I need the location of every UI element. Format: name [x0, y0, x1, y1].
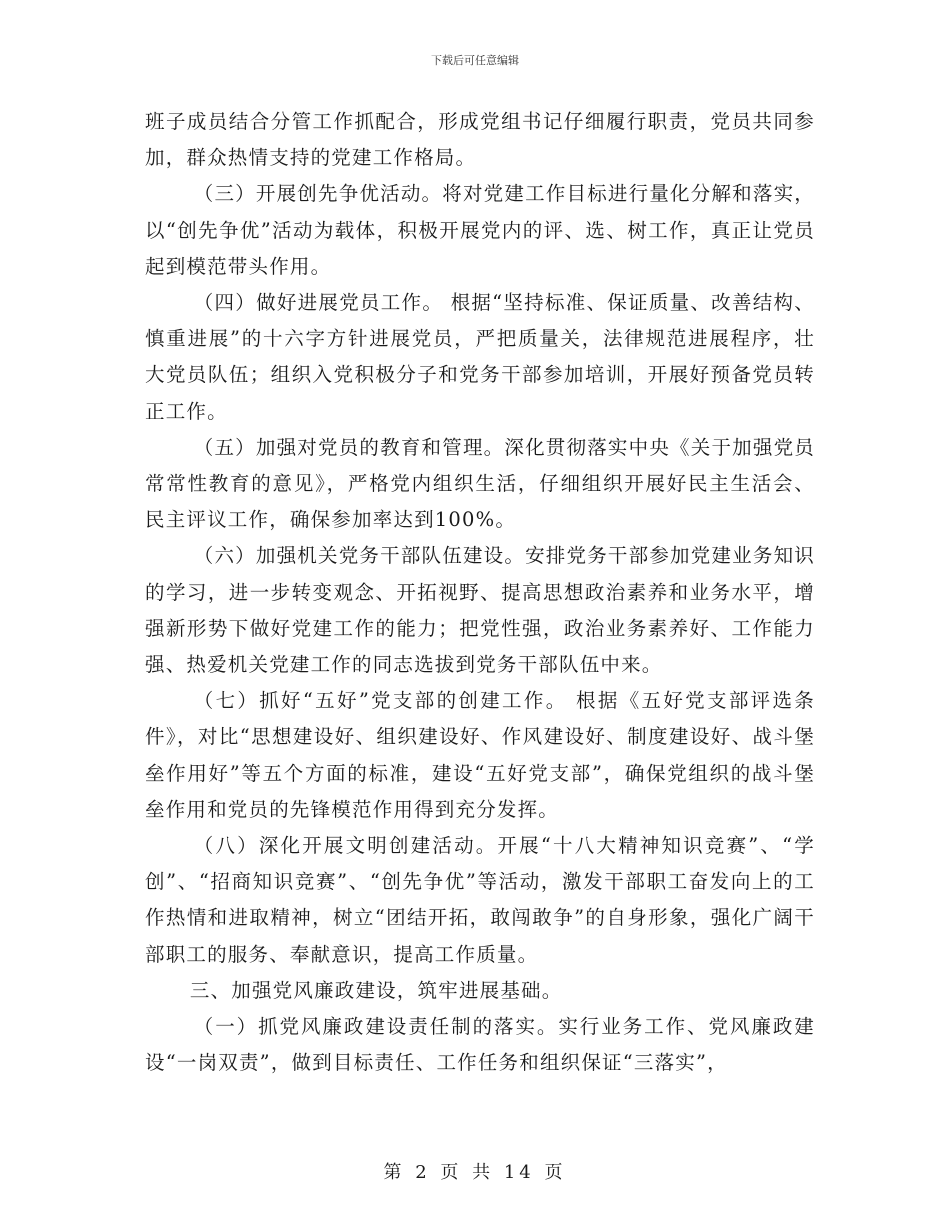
- paragraph-continuation: 班子成员结合分管工作抓配合，形成党组书记仔细履行职责，党员共同参加，群众热情支持的党建工作格局。: [145, 110, 815, 170]
- paragraph-section3-item-1: （一）抓党风廉政建设责任制的落实。实行业务工作、党风廉政建设“一岗双责”，做到目标责任、工作任务和组织保证“三落实”，: [145, 1015, 815, 1075]
- paragraph-item-5: （五）加强对党员的教育和管理。深化贯彻落实中央《关于加强党员常常性教育的意见》，严格党内组织生活，仔细组织开展好民主生活会、民主评议工作，确保参加率达到100%。: [145, 435, 815, 532]
- page-number-footer: 第 2 页 共 14 页: [383, 1162, 567, 1183]
- document-body: [145, 104, 815, 1081]
- page-header-note: 下载后可任意编辑: [431, 54, 519, 67]
- paragraph-item-7: （七）抓好“五好”党支部的创建工作。 根据《五好党支部评选条件》，对比“思想建设好、组织建设好、作风建设好、制度建设好、战斗堡垒作用好”等五个方面的标准，建设“五好党支部”，确保党组织的战斗堡垒作用和党员的先锋模范作用得到充分发挥。: [145, 689, 815, 821]
- section-heading-3: 三、加强党风廉政建设，筑牢进展基础。: [189, 978, 563, 1002]
- paragraph-item-8: （八）深化开展文明创建活动。开展“十八大精神知识竞赛”、“学创”、“招商知识竞赛”、“创先争优”等活动，激发干部职工奋发向上的工作热情和进取精神，树立“团结开拓，敢闯敢争”的自身形象，强化广阔干部职工的服务、奉献意识，提高工作质量。: [145, 834, 815, 966]
- paragraph-item-6: （六）加强机关党务干部队伍建设。安排党务干部参加党建业务知识的学习，进一步转变观念、开拓视野、提高思想政治素养和业务水平，增强新形势下做好党建工作的能力；把党性强，政治业务素养好、工作能力强、热爱机关党建工作的同志选拔到党务干部队伍中来。: [145, 544, 815, 677]
- paragraph-item-3: （三）开展创先争优活动。将对党建工作目标进行量化分解和落实，以“创先争优”活动为载体，积极开展党内的评、选、树工作，真正让党员起到模范带头作用。: [145, 182, 815, 278]
- paragraph-item-4: （四）做好进展党员工作。 根据“坚持标准、保证质量、改善结构、慎重进展”的十六字方针进展党员，严把质量关，法律规范进展程序，壮大党员队伍；组织入党积极分子和党务干部参加培训，开展好预备党员转正工作。: [145, 291, 815, 423]
